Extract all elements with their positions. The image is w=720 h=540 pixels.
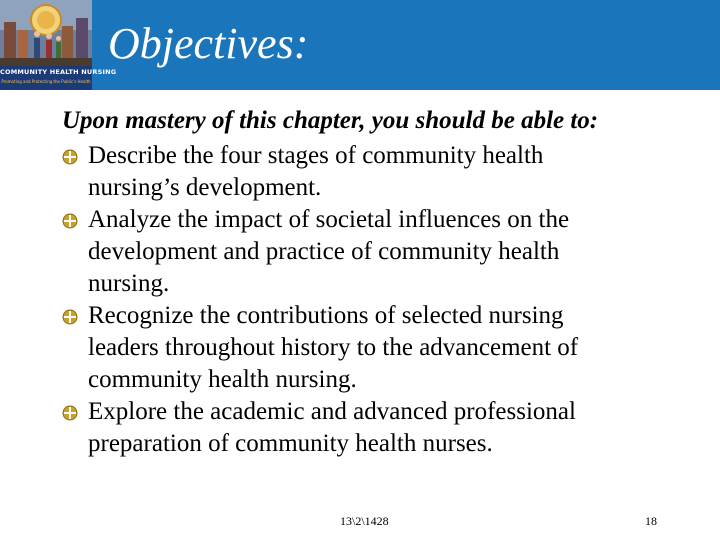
book-cover-logo: [0, 0, 117, 90]
objective-item: [62, 140, 682, 204]
lead-sentence: Upon mastery of this chapter, you should be able to:: [62, 107, 599, 134]
objective-item: [62, 396, 682, 460]
objective-text-line: Explore the academic and advanced professional: [88, 398, 576, 425]
objective-item: [62, 204, 682, 300]
objective-text-line: Analyze the impact of societal influences on the: [88, 206, 570, 233]
objective-text-line: community health nursing.: [88, 366, 357, 393]
logo-caption: [0, 66, 117, 90]
objective-item: [62, 300, 682, 396]
logo-title-text: COMMUNITY HEALTH NURSING: [0, 68, 117, 76]
title-bar: [0, 0, 720, 90]
footer-date: 13\2\1428: [340, 514, 389, 528]
objective-text-line: development and practice of community health: [88, 238, 560, 265]
circle-cross-bullet-icon: [62, 149, 78, 165]
circle-cross-bullet-icon: [62, 213, 78, 229]
objective-text-line: nursing’s development.: [88, 174, 322, 201]
circle-cross-bullet-icon: [62, 309, 78, 325]
circle-cross-bullet-icon: [62, 405, 78, 421]
logo-illustration: [0, 0, 92, 66]
logo-subtitle-text: Promoting and Protecting the Public's Health: [1, 79, 91, 84]
objectives-list: [62, 140, 682, 460]
objective-text-line: leaders throughout history to the advancement of: [88, 334, 579, 361]
page-number: 18: [645, 514, 657, 528]
objective-text-line: Describe the four stages of community health: [88, 142, 544, 169]
objective-text-line: nursing.: [88, 270, 170, 297]
objective-text-line: Recognize the contributions of selected nursing: [88, 302, 564, 329]
objective-text-line: preparation of community health nurses.: [88, 430, 493, 457]
slide-title: Objectives:: [108, 19, 309, 68]
